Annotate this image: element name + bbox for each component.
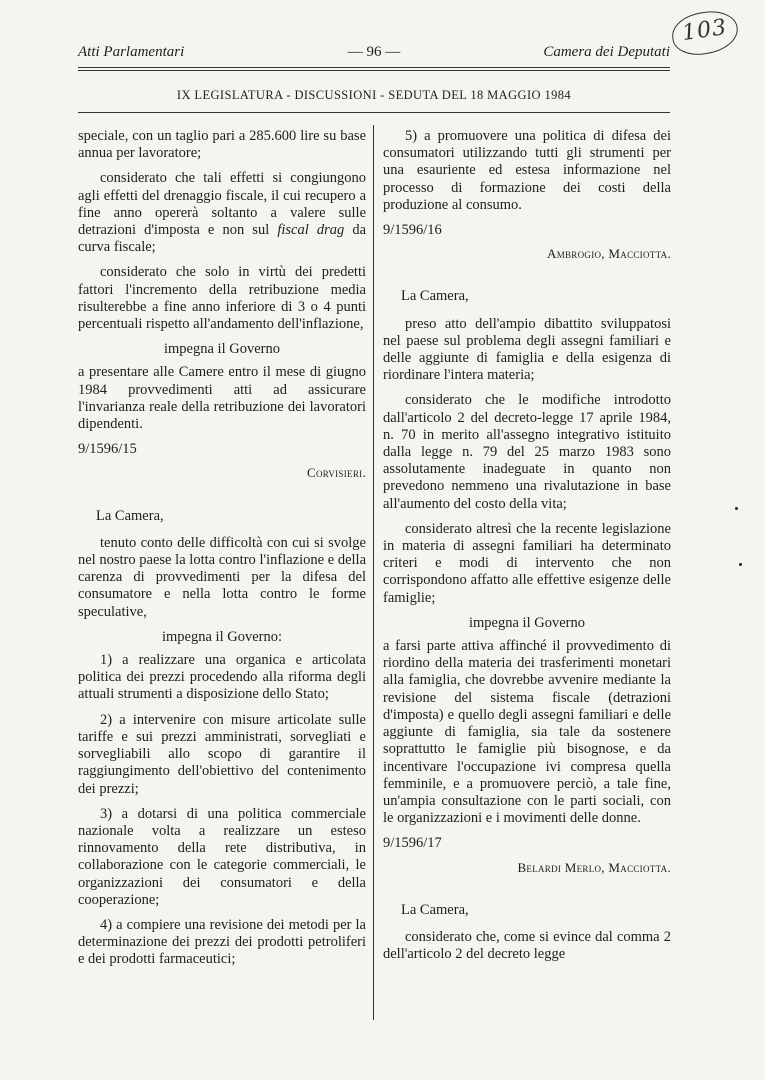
paragraph: tenuto conto delle difficoltà con cui si svolge nel nostro paese la lotta contro l'inflazione e della carenza di provvedimenti per la difesa del consumatore e nella lotta contro le forme speculative, bbox=[78, 534, 366, 620]
camera-heading: La Camera, bbox=[401, 901, 469, 918]
scan-speck bbox=[735, 507, 738, 510]
left-column bbox=[78, 126, 366, 977]
motion-code: 9/1596/15 bbox=[78, 441, 137, 458]
paragraph: considerato che, come si evince dal comma 2 dell'articolo 2 del decreto legge bbox=[383, 928, 671, 963]
session-subheader: IX LEGISLATURA - DISCUSSIONI - SEDUTA DEL 18 MAGGIO 1984 bbox=[176, 88, 572, 102]
header-rule bbox=[78, 70, 670, 71]
italic-term: fiscal drag bbox=[277, 222, 345, 239]
header-chamber: Camera dei Deputati bbox=[543, 44, 670, 60]
subheader-rule bbox=[78, 112, 670, 113]
impegna-heading: impegna il Governo: bbox=[161, 628, 282, 645]
list-item: 1) a realizzare una organica e articolata politica dei prezzi procedendo alla riforma degli attuali strumenti a disposizione dello Stato; bbox=[78, 652, 366, 703]
paragraph: a presentare alle Camere entro il mese di giugno 1984 provvedimenti atti ad assicurare l'invarianza reale della retribuzione dei lavoratori dipendenti. bbox=[78, 364, 366, 433]
page-stamp bbox=[669, 8, 740, 59]
scan-speck bbox=[739, 563, 742, 566]
header-rule bbox=[78, 67, 670, 68]
camera-heading: La Camera, bbox=[96, 507, 164, 524]
paragraph: preso atto dell'ampio dibattito sviluppatosi nel paese sul problema degli assegni familiari e delle aggiunte di famiglia e della esigenza di riordinare l'intera materia; bbox=[383, 315, 671, 384]
signatories: Ambrogio, Macciotta. bbox=[547, 246, 671, 262]
column-divider bbox=[373, 125, 374, 1020]
paragraph: a farsi parte attiva affinché il provvedimento di riordino della materia dei trasferimenti monetari alla famiglia, che dovrebbe avvenire mediante la revisione del sistema fiscale (detrazioni d'imposta) e quello degli assegni familiari e delle aggiunte di famiglia, sia tale da sostenere soprattutto le famiglie più bisognose, e da incentivare l'occupazione ivi compresa quella femminile, e a promuovere perciò, a tale fine, un'ampia consultazione con le parti sociali, con le organizzazioni e i movimenti delle donne. bbox=[383, 638, 671, 827]
camera-heading: La Camera, bbox=[401, 288, 469, 305]
signatories: Corvisieri. bbox=[307, 465, 366, 481]
page-stamp-number: 103 bbox=[680, 15, 729, 47]
impegna-heading: impegna il Governo bbox=[469, 614, 585, 631]
list-item: 2) a intervenire con misure articolate sulle tariffe e sui prezzi amministrati, sorvegliati e sorvegliabili allo scopo di garantire il raggiungimento dell'obiettivo del contenimento dei prezzi; bbox=[78, 711, 366, 797]
signatories: Belardi Merlo, Macciotta. bbox=[517, 859, 671, 875]
paragraph: considerato che solo in virtù dei predetti fattori l'incremento della retribuzione media risulterebbe a fine anno inferiore di 3 o 4 punti percentuali rispetto all'andamento dell'inflazione, bbox=[78, 264, 366, 333]
paragraph: considerato altresì che la recente legislazione in materia di assegni familiari ha determinato criteri e modi di intervento che non corrispondono affatto alle effettive esigenze delle famiglie; bbox=[383, 520, 671, 606]
list-item: 5) a promuovere una politica di difesa dei consumatori utilizzando tutti gli strumenti per una esauriente ed estesa informazione nel processo di formazione dei costi della produzione al consumo. bbox=[383, 128, 671, 213]
list-item: 4) a compiere una revisione dei metodi per la determinazione dei prezzi dei prodotti petroliferi e dei prodotti farmaceutici; bbox=[78, 916, 366, 968]
impegna-heading: impegna il Governo bbox=[164, 341, 280, 358]
header-page-number: — 96 — bbox=[347, 44, 401, 60]
motion-code: 9/1596/16 bbox=[383, 222, 442, 239]
header-publication: Atti Parlamentari bbox=[78, 44, 185, 60]
paragraph: considerato che le modifiche introdotto dall'articolo 2 del decreto-legge 17 aprile 1984, n. 70 in merito all'assegno integrativo istituito dalla legge n. 79 del 25 marzo 1983 sono assolutamente inadeguate in quanto non prevedono nemmeno una rivalutazione in base all'aumento del costo della vita; bbox=[383, 392, 671, 512]
right-column bbox=[383, 126, 671, 971]
paragraph: speciale, con un taglio pari a 285.600 lire su base annua per lavoratore; bbox=[78, 128, 366, 162]
paragraph: considerato che tali effetti si congiungono agli effetti del drenaggio fiscale, il cui recupero a fine anno opererà soltanto a valere sulle detrazioni d'imposta e non sul fiscal drag da curva fiscale; bbox=[78, 170, 367, 256]
list-item: 3) a dotarsi di una politica commerciale nazionale volta a realizzare un esteso rinnovamento della rete distributiva, in collaborazione con le categorie commerciali, le organizzazioni dei consumatori e della cooperazione; bbox=[78, 805, 366, 908]
motion-code: 9/1596/17 bbox=[383, 835, 442, 852]
